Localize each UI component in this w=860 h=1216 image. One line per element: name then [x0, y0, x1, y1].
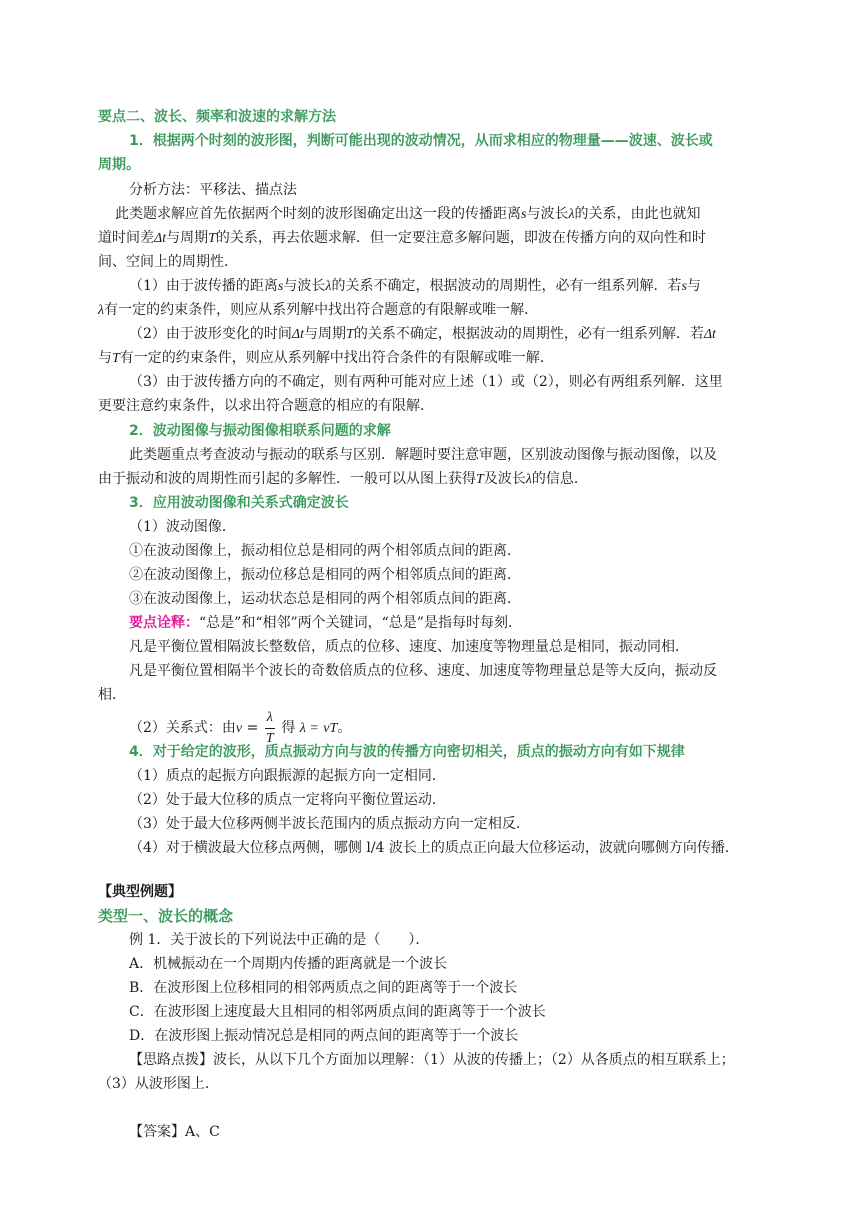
symbol-dt: Δt	[154, 231, 167, 246]
rule-1: （1）质点的起振方向跟振源的起振方向一定相同．	[129, 768, 446, 784]
note-line1: 凡是平衡位置相隔波长整数倍，质点的位移、速度、加速度等物理量总是相同，振动同相．	[129, 639, 689, 655]
fraction-numerator: λ	[265, 708, 275, 729]
option-b: B．在波形图上位移相同的相邻两质点之间的距离等于一个波长	[129, 980, 518, 996]
text-run: 的关系，再去依题求解．但一定要注意多解问题，即波在传播方向的双向性和时	[215, 230, 706, 246]
text-run: 得	[281, 720, 296, 736]
item1-title-line2: 周期。	[98, 157, 140, 173]
symbol-s: s	[277, 279, 284, 294]
item1-title-line1: 1．根据两个时刻的波形图，判断可能出现的波动情况，从而求相应的物理量——波速、波长或	[129, 133, 713, 149]
item2-line1: 此类题重点考查波动与振动的联系与区别．解题时要注意审题，区别波动图像与振动图像，以及	[129, 447, 717, 463]
item2-title: 2．波动图像与振动图像相联系问题的求解	[129, 423, 391, 439]
rule-2: （2）处于最大位移的质点一定将向平衡位置运动．	[129, 792, 446, 808]
text-run: 道时间差	[98, 230, 154, 246]
symbol-T: T	[476, 472, 484, 487]
text-run: 的信息．	[531, 471, 588, 487]
key-note	[129, 613, 522, 633]
symbol-lambda: λ	[325, 279, 332, 294]
option-d: D．在波形图上振动情况总是相同的两点间的距离等于一个波长	[129, 1028, 519, 1044]
type1-heading: 类型一、波长的概念	[98, 907, 234, 925]
text-run: 此类题求解应首先依据两个时刻的波形图确定出这一段的传播距离	[115, 206, 521, 222]
case3-line2: 更要注意约束条件，以求出符合题意的相应的有限解．	[98, 398, 434, 414]
text-run: 与周期	[166, 230, 209, 246]
text-run: 的关系不确定，根据波动的周期性，必有一组系列解．若	[353, 326, 704, 342]
symbol-T: T	[208, 231, 216, 246]
text-run: （2）由于波形变化的时间	[129, 326, 292, 342]
text-run: 与	[686, 278, 701, 294]
key-note-label: 要点诠释：	[129, 615, 199, 631]
item3-point2: ②在波动图像上，振动位移总是相同的两个相邻质点间的距离．	[129, 567, 521, 583]
case1-line2	[98, 300, 538, 321]
text-run: 与波长	[526, 206, 569, 222]
key-note-text: “总是”和“相邻”两个关键词，“总是”是指每时每刻．	[199, 615, 522, 631]
text-run: 。	[337, 720, 352, 736]
symbol-dt: Δt	[291, 327, 305, 342]
text-run: 与	[98, 350, 112, 366]
symbol-lambda: λ	[525, 472, 532, 487]
item2-line2	[98, 469, 588, 490]
item4-title: 4．对于给定的波形，质点振动方向与波的传播方向密切相关，质点的振动方向有如下规律	[129, 744, 685, 760]
paragraph-line: 间、空间上的周期性．	[98, 254, 238, 270]
text-run: （1）由于波传播的距离	[129, 278, 278, 294]
case1-line	[129, 276, 701, 297]
option-a: A．机械振动在一个周期内传播的距离就是一个波长	[129, 956, 448, 972]
paragraph-line	[98, 228, 706, 249]
text-run: （2）关系式：由	[129, 720, 236, 736]
option-c: C．在波形图上速度最大且相同的相邻两质点间的距离等于一个波长	[129, 1004, 546, 1020]
rule-3: （3）处于最大位移两侧半波长范围内的质点振动方向一定相反．	[129, 816, 530, 832]
paragraph-line	[115, 204, 701, 225]
case2-line	[129, 324, 716, 345]
text-run: 与周期	[304, 326, 347, 342]
answer: 【答案】A、C	[129, 1124, 220, 1140]
text-run: 的关系不确定，根据波动的周期性，必有一组系列解．若	[331, 278, 682, 294]
examples-heading: 【典型例题】	[98, 884, 182, 900]
formula-vT: vT	[323, 721, 338, 736]
symbol-lambda: λ	[568, 207, 575, 222]
symbol-s: s	[681, 279, 687, 294]
symbol-v: v	[235, 721, 243, 736]
item3-point3: ③在波动图像上，运动状态总是相同的两个相邻质点间的距离．	[129, 591, 521, 607]
hint-line1: 【思路点拨】波长，从以下几个方面加以理解：（1）从波的传播上；（2）从各质点的相互联系上；	[129, 1052, 735, 1068]
symbol-s: s	[521, 207, 527, 222]
symbol-dt: Δt	[703, 327, 716, 342]
case2-line2	[98, 348, 554, 369]
case3-line: （3）由于波传播方向的不确定，则有两种可能对应上述（1）或（2），则必有两组系列解．这里	[129, 374, 723, 390]
note-line2: 凡是平衡位置相隔半个波长的奇数倍质点的位移、速度、加速度等物理量总是等大反向，振动反	[129, 663, 717, 679]
text-run: 与波长	[283, 278, 326, 294]
item3-sub1: （1）波动图像．	[129, 519, 236, 535]
text-run: 及波长	[483, 471, 526, 487]
example-question: 例 1．关于波长的下列说法中正确的是（ ）．	[129, 932, 430, 948]
item3-title: 3．应用波动图像和关系式确定波长	[129, 495, 349, 511]
rule-4: （4）对于横波最大位移点两侧，哪侧 l/4 波长上的质点正向最大位移运动，波就向哪侧方向传播．	[129, 840, 739, 856]
text-run: 有一定的约束条件，则应从系列解中找出符合条件的有限解或唯一解．	[119, 350, 554, 366]
item3-point1: ①在波动图像上，振动相位总是相同的两个相邻质点间的距离．	[129, 543, 521, 559]
equals-sign: =	[246, 720, 259, 736]
analysis-method: 分析方法：平移法、描点法	[129, 182, 297, 198]
section-heading: 要点二、波长、频率和波速的求解方法	[98, 109, 336, 125]
symbol-T: T	[346, 327, 354, 342]
text-run: 由于振动和波的周期性而引起的多解性．一般可以从图上获得	[98, 471, 476, 487]
text-run: 的关系，由此也就知	[574, 206, 701, 222]
fraction-denominator: T	[265, 730, 274, 746]
hint-line2: （3）从波形图上．	[98, 1076, 219, 1092]
formula-lambda-eq: λ =	[299, 721, 319, 736]
symbol-T: T	[112, 351, 120, 366]
symbol-lambda: λ	[98, 303, 105, 318]
note-line2-cont: 相．	[98, 687, 126, 703]
text-run: 有一定的约束条件，则应从系列解中找出符合题意的有限解或唯一解．	[104, 302, 539, 318]
